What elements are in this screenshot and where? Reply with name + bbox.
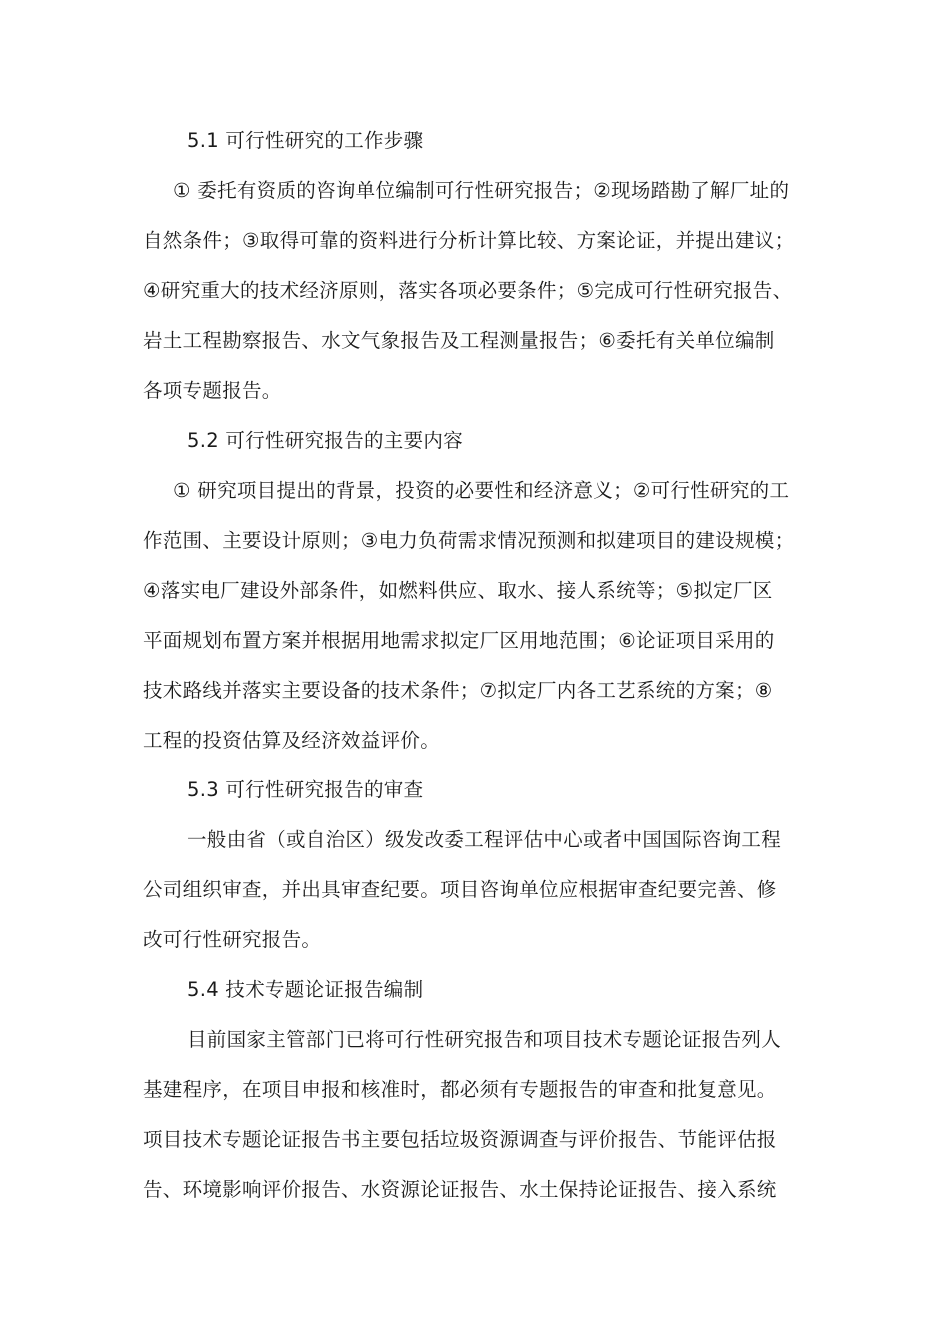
section-heading-5-4: 5.4 技术专题论证报告编制 (187, 978, 424, 1001)
paragraph-line: 告、环境影响评价报告、水资源论证报告、水土保持论证报告、接入系统 (143, 1178, 777, 1201)
section-heading-5-3: 5.3 可行性研究报告的审查 (187, 778, 424, 801)
paragraph-line: 项目技术专题论证报告书主要包括垃圾资源调查与评价报告、节能评估报 (143, 1128, 777, 1151)
paragraph-line: ④落实电厂建设外部条件，如燃料供应、取水、接人系统等；⑤拟定厂区 (143, 579, 773, 602)
paragraph-line: 岩土工程勘察报告、水文气象报告及工程测量报告；⑥委托有关单位编制 (143, 329, 775, 352)
paragraph-line: 一般由省（或自治区）级发改委工程评估中心或者中国国际咨询工程 (187, 828, 782, 851)
paragraph-line: ④研究重大的技术经济原则，落实各项必要条件；⑤完成可行性研究报告、 (143, 279, 793, 302)
section-heading-5-1: 5.1 可行性研究的工作步骤 (187, 129, 424, 152)
paragraph-line: 作范围、主要设计原则；③电力负荷需求情况预测和拟建项目的建设规模； (143, 529, 795, 552)
paragraph-line: 自然条件；③取得可靠的资料进行分析计算比较、方案论证，并提出建议； (143, 229, 795, 252)
paragraph-line: 基建程序，在项目申报和核准时，都必须有专题报告的审查和批复意见。 (143, 1078, 777, 1101)
paragraph-line: 各项专题报告。 (143, 379, 282, 402)
paragraph-line: 目前国家主管部门已将可行性研究报告和项目技术专题论证报告列人 (187, 1028, 782, 1051)
paragraph-line: 公司组织审查，并出具审查纪要。项目咨询单位应根据审查纪要完善、修 (143, 878, 777, 901)
paragraph-line: ① 研究项目提出的背景，投资的必要性和经济意义；②可行性研究的工 (173, 479, 790, 502)
paragraph-line: 工程的投资估算及经济效益评价。 (143, 729, 441, 752)
section-heading-5-2: 5.2 可行性研究报告的主要内容 (187, 429, 464, 452)
paragraph-line: ① 委托有资质的咨询单位编制可行性研究报告；②现场踏勘了解厂址的 (173, 179, 790, 202)
paragraph-line: 平面规划布置方案并根据用地需求拟定厂区用地范围；⑥论证项目采用的 (143, 629, 775, 652)
paragraph-line: 技术路线并落实主要设备的技术条件；⑦拟定厂内各工艺系统的方案；⑧ (143, 679, 773, 702)
paragraph-line: 改可行性研究报告。 (143, 928, 322, 951)
